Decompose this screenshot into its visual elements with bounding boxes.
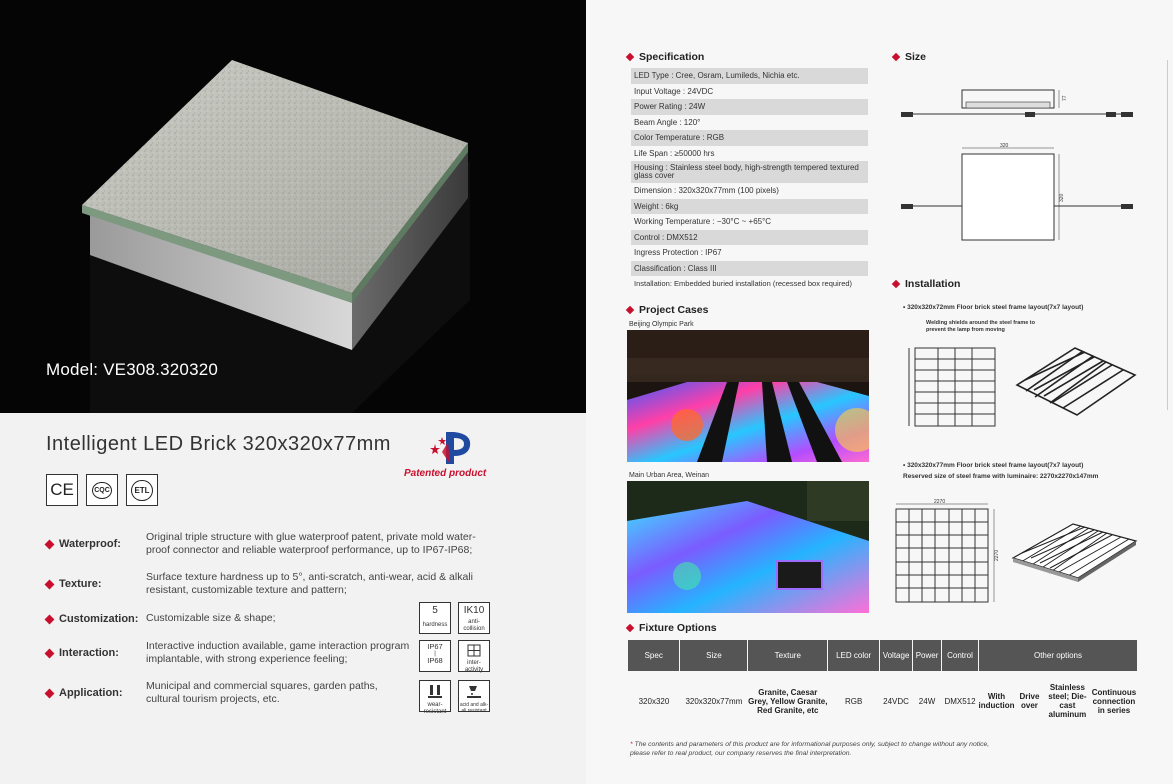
spec-row: Classification : Class III	[631, 261, 868, 277]
wear-resistant-badge-icon	[419, 680, 451, 715]
table-row	[628, 671, 1138, 731]
ce-mark-icon: CE	[46, 474, 78, 506]
column-header: Size	[680, 640, 748, 671]
feature-interaction	[46, 640, 411, 665]
specification-heading	[627, 51, 704, 63]
specification-table	[631, 68, 868, 292]
acid-icon	[466, 683, 482, 699]
led-brick-render	[0, 0, 586, 413]
case-caption-1: Beijing Olympic Park	[629, 321, 694, 328]
bullet-diamond-icon	[892, 280, 900, 288]
column-header: Control	[942, 640, 979, 671]
spec-row: Weight : 6kg	[631, 199, 868, 215]
feature-label: Interaction:	[59, 647, 119, 659]
table-header-row	[628, 640, 1138, 671]
feature-description: Original triple structure with glue waterproof patent, private mold water-proof connector and reliable waterproof performance, up to IP67-IP68;	[146, 531, 476, 556]
project-cases-title: Project Cases	[639, 304, 709, 316]
case-caption-2: Main Urban Area, Weinan	[629, 472, 710, 479]
spec-row: Color Temperature : RGB	[631, 130, 868, 146]
project-photo-weinan	[627, 481, 869, 613]
project-photo-1	[627, 330, 869, 462]
feature-label: Waterproof:	[59, 538, 121, 550]
installation-caption-1: • 320x320x72mm Floor brick steel frame layout(7x7 layout)	[903, 304, 1084, 311]
bullet-diamond-icon	[626, 53, 634, 61]
etl-mark-icon	[126, 474, 158, 506]
fixture-options-title: Fixture Options	[639, 622, 717, 634]
note-text: The contents and parameters of this product are for informational purposes only, subject to change without any notice, please refer to real product, our company reserves the final interpretation.	[630, 741, 990, 757]
project-photo-2	[627, 481, 869, 613]
table-cell: 24VDC	[883, 696, 909, 706]
table-cell: 320x320x77mm	[685, 696, 743, 706]
acid-label: acid and alk-ali resistant	[459, 702, 489, 714]
ip-rating-badge-icon	[419, 640, 451, 672]
project-photo-olympic-park	[627, 330, 869, 462]
certification-icons	[46, 474, 158, 506]
hardness-value: 5	[432, 605, 438, 616]
table-cell: With induction	[978, 692, 1015, 710]
ip-value-2: IP68	[427, 656, 443, 665]
spec-row: Input Voltage : 24VDC	[634, 86, 714, 96]
feature-description: Municipal and commercial squares, garden paths, cultural tourism projects, etc.	[146, 680, 378, 705]
bullet-diamond-icon	[45, 614, 55, 624]
size-heading	[893, 51, 926, 63]
table-cell: Granite, Caesar Grey, Yellow Granite, Red Granite, etc	[748, 687, 828, 715]
acid-alkali-badge-icon	[458, 680, 490, 712]
ip-value-1: IP67	[427, 642, 443, 651]
spec-row: Installation: Embedded buried installation (recessed box required)	[634, 279, 853, 289]
spec-row: Life Span : ≥50000 hrs	[634, 148, 715, 158]
column-header: Power	[913, 640, 942, 671]
fixture-options-heading	[627, 622, 717, 634]
table-cell: 320x320	[638, 696, 670, 706]
fixture-options-table	[628, 640, 1138, 731]
bullet-diamond-icon	[45, 688, 55, 698]
feature-label: Customization:	[59, 613, 139, 625]
column-header: Other options	[978, 640, 1137, 671]
feature-description: Interactive induction available, game interaction program implantable, with strong experience feeling;	[146, 640, 410, 665]
table-cell: RGB	[844, 696, 863, 706]
spec-row: Working Temperature : −30°C ~ +65°C	[634, 217, 772, 227]
disclaimer-note	[630, 741, 990, 758]
feature-description: Customizable size & shape;	[146, 612, 276, 624]
ik-value: IK10	[463, 605, 485, 616]
table-cell: Stainless steel; Die-cast aluminum	[1048, 683, 1087, 719]
installation-note-1: Welding shields around the steel frame to prevent the lamp from moving	[926, 320, 1036, 333]
table-cell: 24W	[918, 696, 936, 706]
model-number: Model: VE308.320320	[46, 360, 219, 379]
wear-icon	[427, 683, 443, 699]
interactivity-badge-icon	[458, 640, 490, 672]
table-cell: Continuous connection in series	[1091, 687, 1137, 715]
ik10-badge-icon	[458, 602, 490, 634]
depth-dim-label: 320	[1059, 193, 1065, 202]
column-header: LED color	[828, 640, 880, 671]
inter-label: inter-activity	[464, 660, 484, 673]
company-logo	[420, 424, 476, 468]
spec-row: Control : DMX512	[631, 230, 868, 246]
installation-diagram-2	[893, 496, 1143, 608]
ik-label: anti-collision	[463, 619, 485, 632]
interactivity-icon	[467, 644, 481, 657]
bullet-diamond-icon	[45, 648, 55, 658]
feature-label: Texture:	[59, 578, 102, 590]
width-dim-label: 320	[1000, 143, 1009, 149]
product-title: Intelligent LED Brick 320x320x77mm	[46, 433, 391, 455]
frame-height-label: 2270	[994, 549, 1000, 561]
column-header: Spec	[628, 640, 680, 671]
page-edge-divider	[1167, 60, 1168, 410]
product-hero-image	[0, 0, 586, 413]
bullet-diamond-icon	[626, 306, 634, 314]
note-asterisk: *	[630, 741, 633, 748]
installation-title: Installation	[905, 278, 961, 290]
ip-separator: |	[434, 651, 436, 657]
feature-application	[46, 680, 411, 705]
installation-heading	[893, 278, 960, 290]
column-header: Texture	[748, 640, 828, 671]
bullet-diamond-icon	[45, 579, 55, 589]
left-page	[0, 0, 586, 784]
spec-row: Housing : Stainless steel body, high-strength tempered textured glass cover	[631, 161, 868, 183]
size-title: Size	[905, 51, 927, 63]
installation-note-2: Reserved size of steel frame with luminaire: 2270x2270x147mm	[903, 473, 1099, 480]
size-drawing	[893, 84, 1143, 244]
spec-row: Dimension : 320x320x77mm (100 pixels)	[634, 186, 779, 196]
column-header: Voltage	[880, 640, 913, 671]
specification-title: Specification	[639, 51, 705, 63]
patent-label: Patented product	[404, 468, 487, 479]
cqc-mark-text: CQC	[92, 482, 112, 499]
feature-description: Surface texture hardness up to 5°, anti-scratch, anti-wear, acid & alkali resistant, customizable texture and pattern;	[146, 571, 473, 596]
height-dim-label: 77	[1062, 95, 1068, 101]
cqc-mark-icon	[86, 474, 118, 506]
bullet-diamond-icon	[45, 539, 55, 549]
bullet-diamond-icon	[892, 53, 900, 61]
installation-caption-2: • 320x320x77mm Floor brick steel frame layout(7x7 layout)	[903, 462, 1084, 469]
feature-label: Application:	[59, 687, 123, 699]
feature-waterproof	[46, 531, 496, 556]
wear-label: wear-resistant	[423, 702, 447, 715]
project-cases-heading	[627, 304, 708, 316]
feature-texture	[46, 571, 496, 596]
spec-row: Ingress Protection : IP67	[634, 248, 722, 258]
spec-row: Power Rating : 24W	[631, 99, 868, 115]
installation-diagram-1	[895, 340, 1145, 435]
spec-row: Beam Angle : 120°	[634, 117, 701, 127]
frame-width-label: 2270	[934, 499, 946, 505]
table-cell: Drive over	[1019, 692, 1040, 710]
etl-mark-text: ETL	[131, 480, 152, 501]
hardness-label: hardness	[422, 622, 448, 628]
table-cell: DMX512	[944, 696, 976, 706]
bullet-diamond-icon	[626, 624, 634, 632]
spec-row: LED Type : Cree, Osram, Lumileds, Nichia etc.	[631, 68, 868, 84]
hardness-badge-icon	[419, 602, 451, 634]
